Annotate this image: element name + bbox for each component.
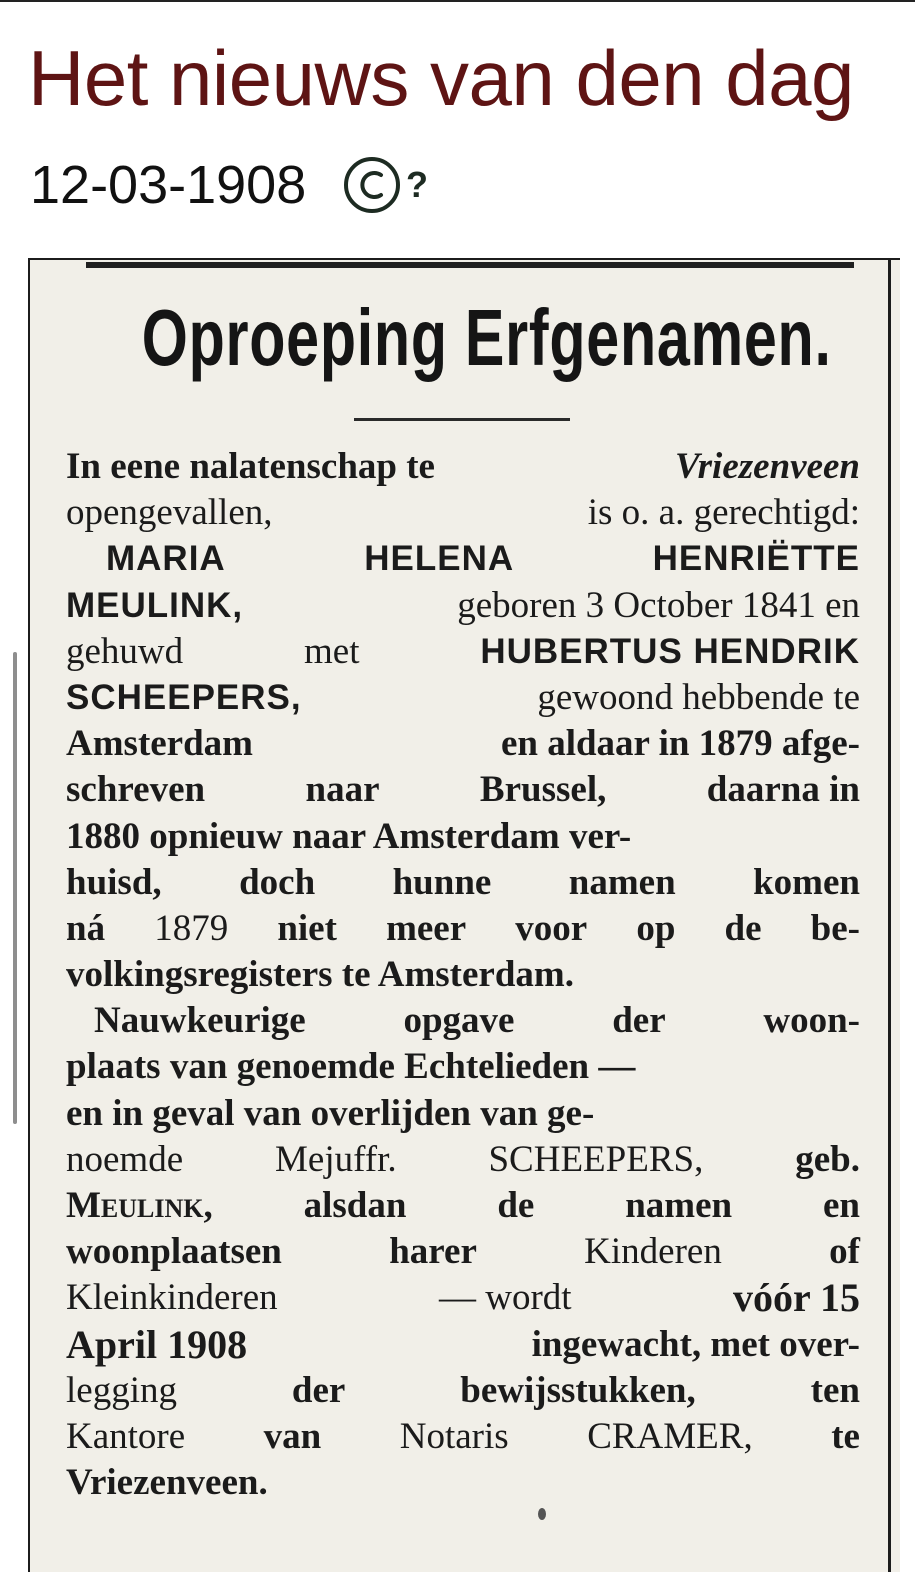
notice-line: plaats van genoemde Echtelieden — bbox=[66, 1046, 636, 1088]
top-border bbox=[0, 0, 915, 2]
date-row bbox=[30, 150, 430, 220]
notice-line: MARIA HELENA HENRIËTTE bbox=[106, 539, 860, 579]
notice-body bbox=[66, 444, 860, 1506]
notice-line: Kantore van Notaris CRAMER, te bbox=[66, 1415, 860, 1457]
notice-line: ná 1879 niet meer voor op de be- bbox=[66, 907, 860, 949]
heading-divider bbox=[354, 418, 570, 421]
newspaper-title: Het nieuws van den dag bbox=[28, 34, 854, 122]
notice-line: MEULINK, geboren 3 October 1841 en bbox=[66, 584, 860, 626]
vertical-scrollbar[interactable] bbox=[13, 652, 17, 1124]
notice-line: 1880 opnieuw naar Amsterdam ver- bbox=[66, 815, 632, 857]
notice-line: Vriezenveen. bbox=[66, 1462, 268, 1504]
notice-line: In eene nalatenschap te Vriezenveen bbox=[66, 446, 860, 487]
notice-line: April 1908 ingewacht, met over- bbox=[66, 1321, 860, 1367]
notice-line: SCHEEPERS, gewoond hebbende te bbox=[66, 676, 860, 718]
ink-speck bbox=[538, 1508, 546, 1520]
newspaper-clipping bbox=[28, 258, 900, 1572]
svg-text:?: ? bbox=[406, 164, 429, 205]
notice-line: Nauwkeurige opgave der woon- bbox=[94, 1000, 860, 1042]
publication-date: 12-03-1908 bbox=[30, 155, 307, 215]
notice-line: noemde Mejuffr. SCHEEPERS, geb. bbox=[66, 1138, 860, 1180]
clipping-right-rule bbox=[888, 260, 891, 1572]
notice-line: woonplaatsen harer Kinderen of bbox=[66, 1231, 860, 1273]
copyright-unknown-icon[interactable] bbox=[340, 153, 430, 217]
notice-line: Meulink, alsdan de namen en bbox=[66, 1185, 860, 1226]
notice-line: gehuwd met HUBERTUS HENDRIK bbox=[66, 630, 860, 672]
notice-line: en in geval van overlijden van ge- bbox=[66, 1092, 595, 1134]
notice-line: volkingsregisters te Amsterdam. bbox=[66, 954, 574, 996]
notice-line: Amsterdam en aldaar in 1879 afge- bbox=[66, 723, 860, 765]
notice-line: schreven naar Brussel, daarna in bbox=[66, 769, 860, 811]
notice-line: legging der bewijsstukken, ten bbox=[66, 1369, 860, 1411]
notice-line: huisd, doch hunne namen komen bbox=[66, 861, 860, 903]
notice-heading: Oproeping Erfgenamen. bbox=[141, 293, 832, 382]
clipping-top-rule bbox=[86, 262, 854, 268]
notice-line: opengevallen, is o. a. gerechtigd: bbox=[66, 492, 860, 534]
notice-line: Kleinkinderen — wordt vóór 15 bbox=[66, 1275, 860, 1321]
